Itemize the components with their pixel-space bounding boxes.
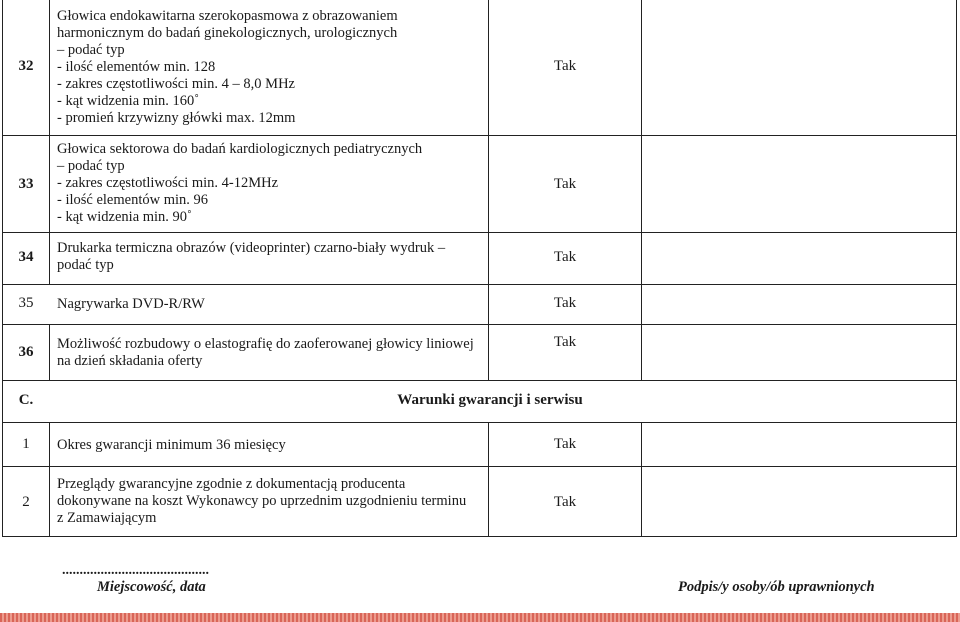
row-number: 35 — [18, 295, 34, 311]
row-divider — [2, 422, 957, 423]
description-line: - kąt widzenia min. 90˚ — [57, 209, 192, 225]
row-description — [57, 8, 398, 127]
row-description — [57, 296, 205, 313]
description-line: - zakres częstotliwości min. 4 – 8,0 MHz — [57, 76, 295, 92]
signature-label: Podpis/y osoby/ób uprawnionych — [678, 579, 875, 595]
description-line: - ilość elementów min. 128 — [57, 59, 216, 75]
description-line: Nagrywarka DVD-R/RW — [57, 296, 205, 312]
row-description — [57, 336, 474, 370]
row-divider — [2, 324, 957, 325]
row-divider — [2, 135, 957, 136]
description-line: z Zamawiającym — [57, 510, 157, 526]
description-line: – podać typ — [57, 158, 125, 174]
table-divider-required — [641, 0, 642, 380]
description-line: podać typ — [57, 257, 114, 273]
row-description — [57, 141, 422, 226]
description-line: – podać typ — [57, 42, 125, 58]
description-line: - kąt widzenia min. 160˚ — [57, 93, 200, 109]
row-35-mask — [49, 285, 51, 324]
description-line: harmonicznym do badań ginekologicznych, urologicznych — [57, 25, 398, 41]
table-divider-number — [49, 422, 50, 537]
required-value: Tak — [553, 494, 577, 510]
table-border-bottom — [2, 536, 957, 537]
row-divider — [2, 284, 957, 285]
row-number: 2 — [22, 494, 30, 510]
description-line: Okres gwarancji minimum 36 miesięcy — [57, 437, 286, 453]
required-value: Tak — [553, 249, 577, 265]
description-line: Głowica endokawitarna szerokopasmowa z obrazowaniem — [57, 8, 398, 24]
table-border-right — [956, 0, 957, 537]
row-number: 33 — [18, 176, 34, 192]
required-value: Tak — [553, 295, 577, 311]
description-line: Głowica sektorowa do badań kardiologicznych pediatrycznych — [57, 141, 423, 157]
row-number: 1 — [22, 436, 30, 452]
row-divider — [2, 380, 957, 381]
row-divider — [2, 232, 957, 233]
table-border-left — [2, 0, 3, 537]
description-line: - zakres częstotliwości min. 4-12MHz — [57, 175, 279, 191]
table-divider-required — [641, 422, 642, 537]
row-description — [57, 476, 466, 527]
row-number: 32 — [18, 58, 34, 74]
description-line: Możliwość rozbudowy o elastografię do zaoferowanej głowicy liniowej — [57, 336, 474, 352]
description-line: - ilość elementów min. 96 — [57, 192, 209, 208]
description-line: Drukarka termiczna obrazów (videoprinter) czarno-biały wydruk – — [57, 240, 446, 256]
required-value: Tak — [553, 436, 577, 452]
row-number: 34 — [18, 249, 34, 265]
place-date-dots: .......................................... — [62, 563, 209, 578]
page-edge-strip — [0, 613, 960, 622]
row-divider — [2, 466, 957, 467]
description-line: na dzień składania oferty — [57, 353, 203, 369]
section-label: C. — [18, 392, 34, 408]
required-value: Tak — [553, 176, 577, 192]
required-value: Tak — [553, 334, 577, 350]
row-description — [57, 437, 286, 454]
required-value: Tak — [553, 58, 577, 74]
table-divider-desc — [488, 422, 489, 537]
description-line: - promień krzywizny główki max. 12mm — [57, 110, 296, 126]
row-description — [57, 240, 445, 274]
row-number: 36 — [18, 344, 34, 360]
place-date-label: Miejscowość, data — [97, 579, 206, 595]
description-line: Przeglądy gwarancyjne zgodnie z dokumentacją producenta — [57, 476, 406, 492]
section-title: Warunki gwarancji i serwisu — [397, 392, 583, 408]
table-divider-desc — [488, 0, 489, 380]
description-line: dokonywane na koszt Wykonawcy po uprzednim uzgodnieniu terminu — [57, 493, 467, 509]
